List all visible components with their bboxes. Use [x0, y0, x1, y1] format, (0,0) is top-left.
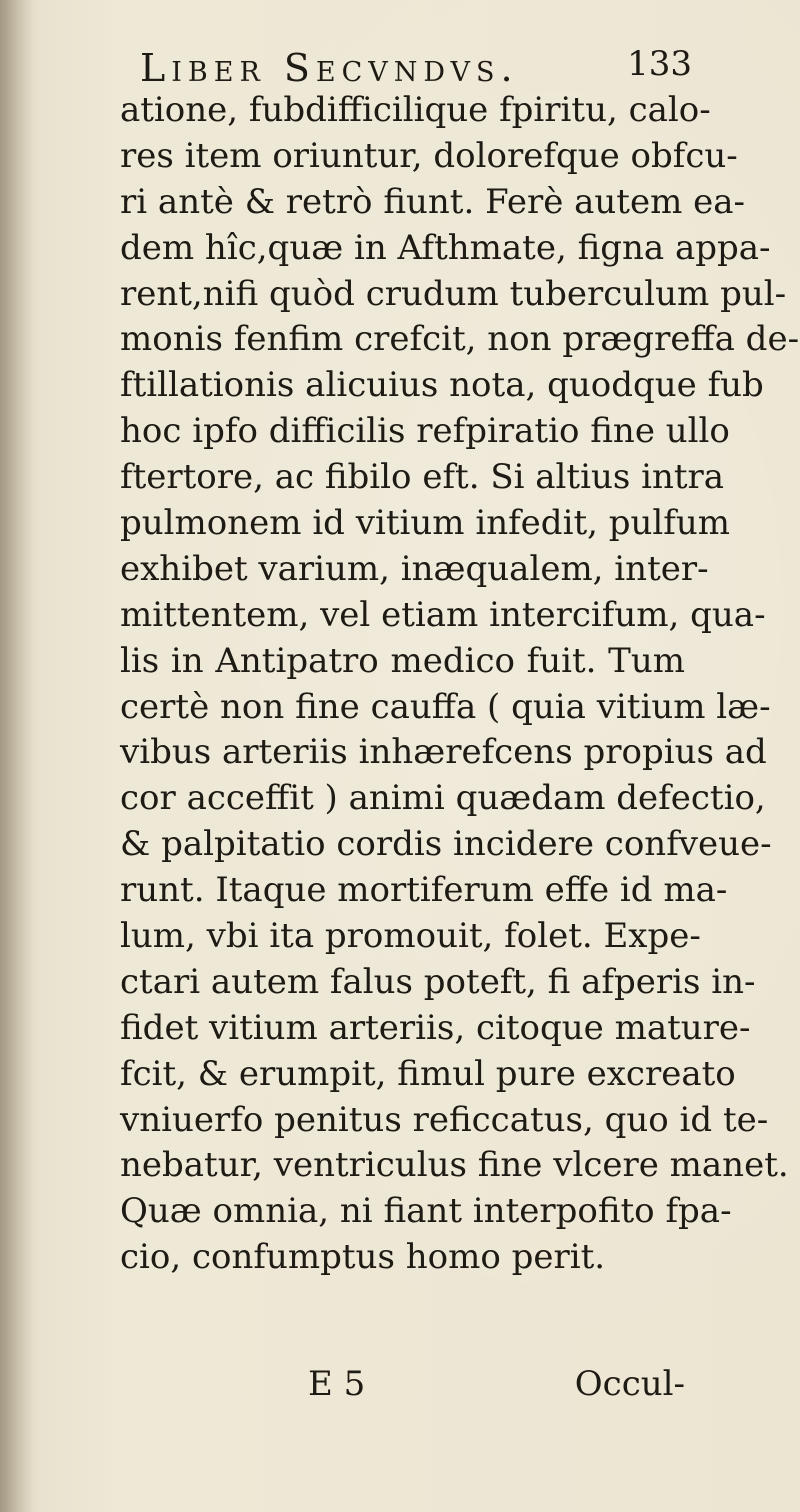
text-line: atione, fubdifficilique fpiritu, calo-	[120, 90, 711, 130]
text-line: certè non fine cauffa ( quia vitium læ-	[120, 686, 771, 727]
text-line: nebatur, ventriculus fine vlcere manet.	[120, 1145, 789, 1186]
text-line: lum, vbi ita promouit, folet. Expe-	[120, 916, 701, 957]
gutter-shadow	[0, 0, 34, 1512]
text-line: rent,nifi quòd crudum tuberculum pul-	[120, 273, 787, 314]
page-number: 133	[627, 44, 692, 84]
signature-mark: E 5	[308, 1364, 366, 1404]
running-head: Liber Secvndvs.	[140, 46, 519, 90]
text-line: lis in Antipatro medico fuit. Tum	[120, 640, 685, 681]
text-line: runt. Itaque mortiferum effe id ma-	[120, 870, 728, 911]
page-footer	[120, 1364, 685, 1412]
text-line: fcit, & erumpit, fimul pure excreato	[120, 1053, 736, 1094]
text-line: cor acceffit ) animi quædam defectio,	[120, 778, 766, 819]
text-line: ri antè & retrò fiunt. Ferè autem ea-	[120, 181, 745, 222]
text-line: pulmonem id vitium infedit, pulfum	[120, 503, 730, 544]
text-line: ftillationis alicuius nota, quodque fub	[120, 365, 764, 406]
text-line: mittentem, vel etiam intercifum, qua-	[120, 594, 766, 635]
text-line: ftertore, ac fibilo eft. Si altius intra	[120, 457, 725, 498]
text-line: hoc ipfo difficilis refpiratio fine ullo	[120, 411, 730, 452]
text-line: exhibet varium, inæqualem, inter-	[120, 548, 709, 589]
text-line: monis fenfim crefcit, non prægreffa de-	[120, 319, 800, 360]
page-header	[90, 40, 690, 90]
text-line: dem hîc,quæ in Afthmate, figna appa-	[120, 227, 771, 268]
catchword: Occul-	[574, 1364, 685, 1404]
text-line: Quæ omnia, ni fiant interpofito fpa-	[120, 1191, 732, 1232]
body-text	[120, 88, 800, 1281]
text-line: & palpitatio cordis incidere confveue-	[120, 824, 772, 865]
text-line: res item oriuntur, dolorefque obfcu-	[120, 135, 738, 176]
text-line: ctari autem falus poteft, fi afperis in-	[120, 961, 756, 1002]
text-line: fidet vitium arteriis, citoque mature-	[120, 1007, 751, 1048]
text-line: vniuerfo penitus reficcatus, quo id te-	[120, 1099, 769, 1140]
text-line: cio, confumptus homo perit.	[120, 1237, 606, 1278]
text-line: vibus arteriis inhærefcens propius ad	[120, 732, 767, 773]
